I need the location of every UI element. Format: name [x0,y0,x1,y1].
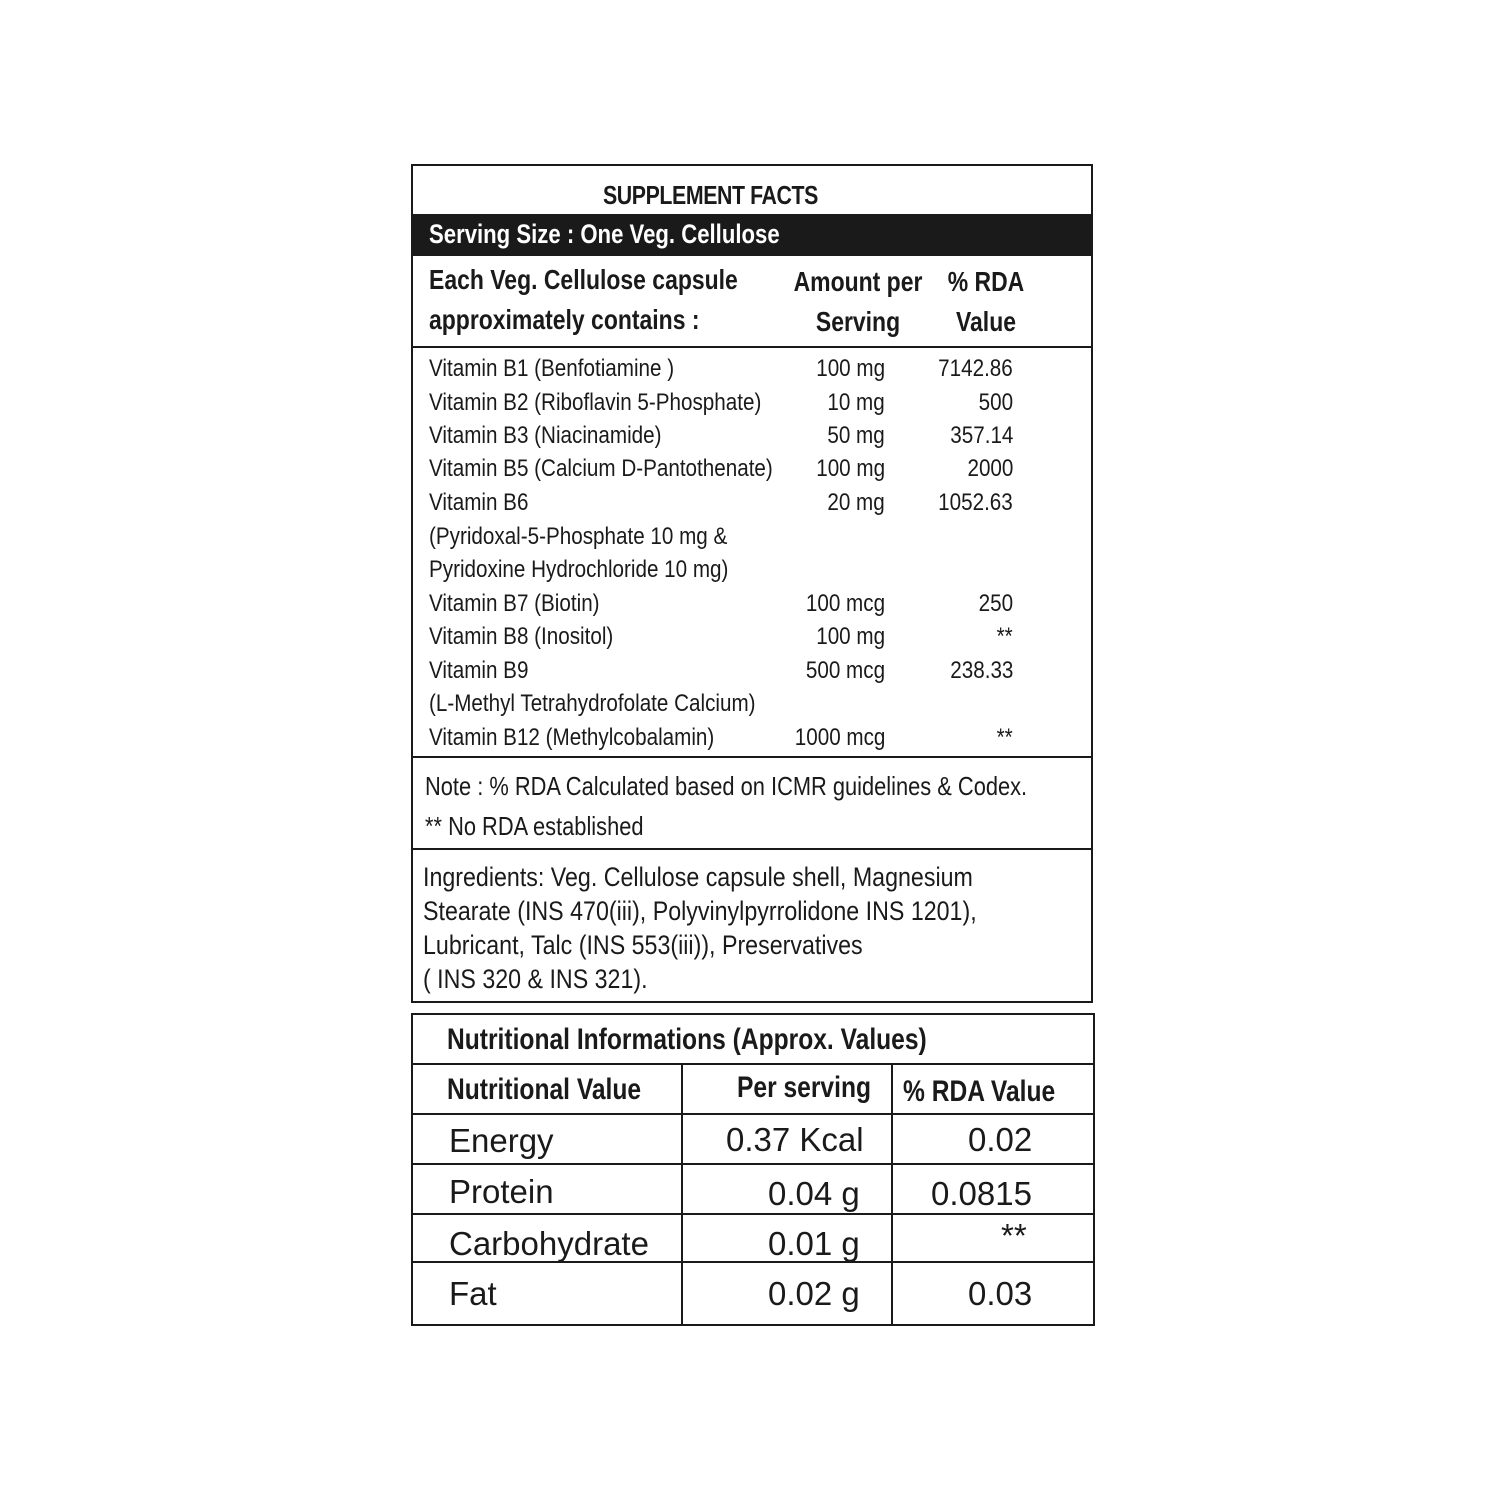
table-header-row [413,1065,1093,1115]
header-rda-line2: Value [955,306,1016,337]
ingredients-section [413,850,1091,1001]
serving-size-text: Serving Size : One Veg. Cellulose [429,219,780,249]
header-contents-line1: Each Veg. Cellulose capsule [429,264,738,295]
list-item [413,587,1091,621]
header-amount-line1: Amount per [793,266,923,297]
nutrition-title: Nutritional Informations (Approx. Values) [447,1023,927,1056]
list-item [413,452,1091,486]
supplement-facts-panel [411,164,1093,1003]
vitamin-amount: 50 mg [827,422,885,449]
header-rda-line1: % RDA [947,266,1025,297]
list-item [413,721,1091,755]
vitamin-amount: 100 mg [816,623,885,650]
list-item [413,352,1091,386]
nutrition-table [411,1013,1095,1326]
nutrient-name: Fat [449,1275,497,1312]
nutrient-name: Carbohydrate [449,1225,649,1262]
vitamin-rda: 1052.63 [938,489,1013,516]
vitamin-rda: ** [996,724,1013,751]
vitamin-detail: (Pyridoxal-5-Phosphate 10 mg & [429,523,728,550]
table-row [413,1115,1093,1165]
header-rda-value: % RDA Value [903,1075,1056,1108]
table-row [413,1263,1093,1324]
nutrition-title-row [413,1015,1093,1065]
vitamin-amount: 10 mg [827,389,885,416]
vitamin-rda: ** [996,623,1013,650]
serving-size-bar [413,214,1091,256]
nutrient-name: Protein [449,1173,554,1210]
nutrient-per-serving: 0.02 g [768,1275,860,1312]
vitamin-list [413,348,1091,758]
rda-notes [413,758,1091,850]
vitamin-rda: 250 [978,590,1013,617]
ingredients-line: Ingredients: Veg. Cellulose capsule shell, Magnesium [423,862,973,892]
vitamin-detail: (L-Methyl Tetrahydrofolate Calcium) [429,690,756,717]
supplement-facts-title: SUPPLEMENT FACTS [603,180,818,210]
header-amount-line2: Serving [815,306,901,337]
vitamin-amount: 100 mg [816,355,885,382]
vitamin-detail: Pyridoxine Hydrochloride 10 mg) [429,556,729,583]
nutrient-name: Energy [449,1122,554,1159]
list-item [413,419,1091,453]
ingredients-line: ( INS 320 & INS 321). [423,964,648,994]
header-nutritional-value: Nutritional Value [447,1073,642,1106]
nutrient-rda: 0.0815 [931,1175,1032,1212]
ingredients-line: Stearate (INS 470(iii), Polyvinylpyrrolidone INS 1201), [423,896,977,926]
ingredients-line: Lubricant, Talc (INS 553(iii)), Preservatives [423,930,863,960]
vitamin-rda: 7142.86 [938,355,1013,382]
vitamin-rda: 500 [978,389,1013,416]
nutrient-rda: 0.03 [968,1275,1033,1312]
vitamin-name: Vitamin B2 (Riboflavin 5-Phosphate) [429,389,762,416]
nutrient-per-serving: 0.37 Kcal [726,1121,864,1158]
vitamin-rda: 357.14 [949,422,1013,449]
vitamin-amount: 20 mg [827,489,885,516]
vitamin-name: Vitamin B7 (Biotin) [429,590,600,617]
nutrient-rda: ** [1001,1217,1027,1254]
vitamin-rda: 2000 [967,455,1013,482]
vitamin-amount: 100 mcg [805,590,885,617]
vitamin-name: Vitamin B1 (Benfotiamine ) [429,355,675,382]
vitamin-name: Vitamin B9 [429,657,529,684]
list-item [413,486,1091,520]
nutrient-per-serving: 0.01 g [768,1225,860,1262]
vitamin-name: Vitamin B3 (Niacinamide) [429,422,662,449]
note-no-rda: ** No RDA established [425,811,644,841]
vitamin-rda: 238.33 [949,657,1013,684]
list-item [413,654,1091,688]
vitamin-amount: 500 mcg [805,657,885,684]
supplement-facts-title-row [413,166,1091,214]
header-contents-line2: approximately contains : [429,304,700,335]
vitamin-amount: 100 mg [816,455,885,482]
vitamin-name: Vitamin B6 [429,489,529,516]
vitamin-name: Vitamin B5 (Calcium D-Pantothenate) [429,455,773,482]
vitamin-amount: 1000 mcg [794,724,885,751]
list-item [413,620,1091,654]
nutrient-per-serving: 0.04 g [768,1175,860,1212]
list-item [413,386,1091,420]
nutrient-rda: 0.02 [968,1121,1033,1158]
table-row [413,1165,1093,1215]
vitamin-name: Vitamin B8 (Inositol) [429,623,614,650]
header-per-serving: Per serving [737,1071,872,1104]
table-row [413,1215,1093,1263]
note-rda-basis: Note : % RDA Calculated based on ICMR guidelines & Codex. [425,771,1028,801]
vitamin-name: Vitamin B12 (Methylcobalamin) [429,724,715,751]
supplement-column-headers [413,256,1091,348]
